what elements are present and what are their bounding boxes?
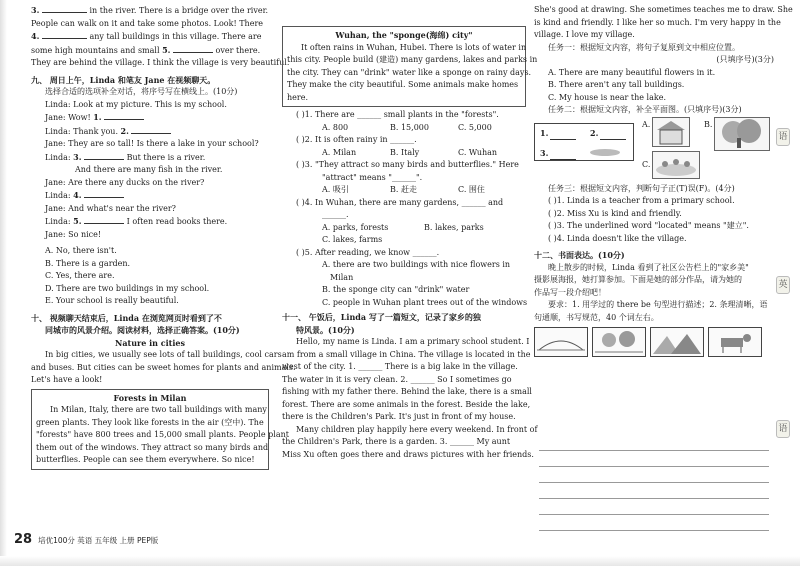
passage-line: am from a small village in China. The village is located in the [282,349,531,359]
question[interactable]: ( )4. In Wuhan, there are many gardens, ______ and [296,197,504,207]
dialogue-line: Jane: And what's near the river? [45,203,176,213]
photo-trees-icon [592,327,646,357]
text-line: They are behind the village. I think the village is very beautiful. [31,58,290,67]
passage-line: village. I love my village. [534,30,635,39]
section-11-heading: 十一、 午饭后，Linda 写了一篇短文，记录了家乡的独 [282,312,481,322]
writing-requirement: 要求：1. 用学过的 there be 句型进行描述；2. 条理清晰，语 [548,300,768,309]
dialogue-blank-1[interactable] [104,111,144,120]
passage-line: The water in it is very clean. 2. ______ So I sometimes go [282,374,512,384]
page-edge-shadow [0,0,7,566]
map-label-3: 3. [540,147,549,158]
option[interactable]: C. Wuhan [458,147,498,157]
map-label-1: 1. [540,127,549,138]
q5-num: 5. [162,44,171,55]
question[interactable]: ( )5. After reading, we know ______. [296,247,440,257]
lake-icon [590,149,620,156]
dialogue-line: And there are many fish in the river. [75,165,223,174]
task-1-note: (只填序号)(3分) [716,55,774,64]
passage-line: west of the city. 1. ______ There is a big lake in the village. [282,362,518,371]
picture-label-c: C. [642,159,651,169]
dialogue-blank-2[interactable] [131,125,171,134]
dialogue-line: Jane: So nice! [45,229,102,239]
writing-prompt-line: 晚上散步的时候，Linda 看到了社区公告栏上的"家乡美" [548,262,749,272]
passage-line: "forests" have 800 trees and 15,000 small plants. People plant [36,430,289,439]
dialogue-blank-3[interactable] [84,151,124,160]
options-row [296,222,526,235]
text-line: any tall buildings in this village. There are [89,32,262,41]
dialogue-line: Jane: They are so tall! Is there a lake in your school? [45,139,259,148]
dialogue-line: Linda: Thank you. [45,126,118,136]
section-9-heading: 九、 周日上午，Linda 和笔友 Jane 在视频聊天。 [31,74,216,85]
blank-num: 5. [73,216,82,226]
writing-line[interactable] [539,514,769,515]
blank-num: 2. [120,125,129,136]
text-line: in the river. There is a bridge over the river. [89,6,269,15]
question[interactable]: ( )2. It is often rainy in ______. [296,135,417,144]
task-2-heading: 任务二：根据短文内容，补全平面图。(只填序号)(3分) [548,105,742,114]
passage-line: fishing with my father there. Behind the lake, there is a small [282,387,532,396]
option[interactable]: A. Milan [322,147,357,157]
dialogue-line: But there is a river. [126,152,206,162]
writing-line[interactable] [539,466,769,467]
right-column [534,4,793,357]
question-cont: "attract" means "______". [322,172,423,182]
dialogue-options [31,245,269,308]
option[interactable]: C. 围住 [458,185,485,194]
option-cont: Milan [330,272,354,282]
passage-line: the Children's Park, there is a garden. 3. ______ My aunt [282,437,511,446]
option[interactable]: C. people in Wuhan plant trees out of the windows [322,297,528,307]
tf-item[interactable]: ( )4. Linda doesn't like the village. [548,233,687,243]
options-row [296,122,526,135]
map-blank-3[interactable] [550,151,576,160]
passage-line: them out of the windows. They attract so many birds and [36,442,269,452]
photo-strip [534,327,774,357]
dialogue-line: Jane: Are there any ducks on the river? [45,177,205,187]
section-10-heading: 十、 视频聊天结束后，Linda 在浏览网页时看到了不 [31,312,222,323]
page-footer [14,534,158,548]
blank-num: 4. [73,190,82,200]
writing-line[interactable] [539,482,769,483]
question-cont: ______. [322,210,349,219]
middle-column [282,4,538,461]
dialogue-line: Linda: [45,217,71,226]
passage-title: Wuhan, the "sponge(海绵) city" [335,30,473,40]
writing-line[interactable] [539,530,769,531]
passage-title: Forests in Milan [113,392,187,403]
task-1-option: C. My house is near the lake. [548,92,667,102]
option[interactable]: B. Italy [390,147,420,157]
passage-line: there is the Children's Park. It's just in front of my house. [282,412,516,421]
question[interactable]: ( )3. "They attract so many birds and butterflies." Here [296,160,519,169]
map-blank-2[interactable] [600,131,626,140]
writing-prompt-line: 作品写一段介绍吧！ [534,287,606,297]
photo-animals-icon [708,327,762,357]
blank-3[interactable] [42,4,87,13]
option[interactable]: A. there are two buildings with nice flowers in [322,260,511,269]
dialogue-blank-4[interactable] [84,189,124,198]
milan-box [31,389,289,470]
option[interactable]: B. 15,000 [390,122,429,132]
task-1-option: A. There are many beautiful flowers in it. [548,67,716,77]
section-12-heading: 十二、书面表达。(10分) [534,250,625,260]
map-blank-1[interactable] [550,131,576,140]
option-item: C. Yes, there are. [45,271,115,280]
passage-line: They make the city beautiful. Some animals make homes [287,80,519,89]
option[interactable]: A. 吸引 [322,185,349,194]
wuhan-box [282,26,538,107]
section-11-instructions: 特风景。(10分) [296,324,355,335]
writing-prompt-line: 摄影展海报，她打算参加。下面是她的部分作品，请为她的 [534,275,742,284]
passage-line: here. [287,92,308,102]
option-item: B. There is a garden. [45,258,131,268]
dialogue-blank-5[interactable] [84,215,124,224]
blank-num: 3. [73,151,82,162]
passage-line: Many children play happily here every weekend. In front of [296,424,538,434]
writing-line[interactable] [539,450,769,451]
option[interactable]: B. 赶走 [390,185,417,194]
map-label-2: 2. [590,127,599,138]
dialogue-line: Linda: Look at my picture. This is my school. [45,99,227,109]
option-item: D. There are two buildings in my school. [45,283,210,293]
passage-line: the city. They can "drink" water like a sponge on rainy days. [287,67,532,77]
text-line: over there. [215,45,261,55]
passage-line: In Milan, Italy, there are two tall buildings with many [50,405,267,414]
passage-title: Nature in cities [115,337,185,348]
map-diagram [534,117,774,183]
text-line: some high mountains and small [31,45,160,55]
question[interactable]: ( )1. There are ______ small plants in the "forests". [296,110,499,119]
page-number: 28 [14,532,33,547]
house-icon [652,117,690,147]
passage-line: Miss Xu often goes there and draws pictures with her friends. [282,449,534,459]
passage-line: Hello, my name is Linda. I am a primary school student. I [296,337,530,346]
section-10-instructions: 同城市的风景介绍。阅读材料，选择正确答案。(10分) [45,325,240,335]
question-list [282,109,526,309]
options-row [296,184,526,197]
dialogue-line: Linda: [45,152,71,162]
picture-label-b: B. [704,119,713,129]
footer-text: 培优100分 英语 五年级 上册 PEP版 [38,536,159,545]
option[interactable]: C. 5,000 [458,122,492,132]
side-tab: 语 [776,128,790,146]
dialogue-line: Jane: Wow! [45,113,91,122]
passage-line: Let's have a look! [31,375,103,384]
map-box [534,123,634,161]
option[interactable]: B. lakes, parks [424,222,484,232]
task-1-heading: 任务一：根据短文内容，将句子复原到文中相应位置。 [548,42,740,52]
passage-line: She's good at drawing. She sometimes teaches me to draw. She [534,5,793,14]
option[interactable]: B. the sponge city can "drink" water [322,285,470,294]
dialogue-line: I often read books there. [126,217,228,226]
option[interactable]: A. 800 [322,122,349,132]
option[interactable]: C. lakes, farms [322,235,383,244]
left-column [31,4,296,470]
side-tab: 语 [776,420,790,438]
page-bottom-shadow [0,556,800,566]
task-3-heading: 任务三：根据短文内容，判断句子正(T)误(F)。(4分) [548,183,735,193]
task-1-option: B. There aren't any tall buildings. [548,80,685,89]
side-tab: 英 [776,276,790,294]
q4-num: 4. [31,31,40,41]
option-item: E. Your school is really beautiful. [45,296,179,305]
passage-line: and buses. But cities can be sweet homes for plants and animals. [31,362,296,372]
blank-num: 1. [93,112,102,122]
photo-mountains-icon [650,327,704,357]
tf-item[interactable]: ( )1. Linda is a teacher from a primary school. [548,196,735,205]
passage-line: is kind and friendly. I like her so much. I'm very happy in the [534,17,781,27]
blank-5[interactable] [173,44,213,53]
tf-item[interactable]: ( )3. The underlined word "located" means "建立". [548,221,749,230]
passage-line: green plants. They look like forests in the air (空中). The [36,417,264,427]
writing-line[interactable] [539,498,769,499]
passage-line: In big cities, we usually see lots of tall buildings, cool cars [45,350,282,359]
garden-icon [652,151,700,179]
option[interactable]: A. parks, forests [322,222,389,232]
passage-line: this city. People build (建造) many gardens, lakes and parks in [287,55,538,64]
forest-icon [714,117,770,151]
tf-item[interactable]: ( )2. Miss Xu is kind and friendly. [548,208,682,218]
q3-num: 3. [31,5,40,15]
passage-line: It often rains in Wuhan, Hubei. There is lots of water in [301,42,527,52]
blank-4[interactable] [42,30,87,39]
writing-requirement: 句通顺，书写规范，40 个词左右。 [534,312,659,322]
text-line: People can walk on it and take some photos. Look! There [31,18,263,28]
option-item: A. No, there isn't. [45,246,117,255]
passage-line: forest. There are some animals in the forest. Beside the lake, [282,399,531,409]
section-9-instructions: 选择合适的选项补全对话，将序号写在横线上。(10分) [45,87,238,96]
passage-line: butterflies. People can see them everywhere. So nice! [36,455,255,464]
options-row [296,147,526,160]
picture-label-a: A. [642,119,651,129]
photo-bridge-icon [534,327,588,357]
dialogue-line: Linda: [45,191,71,200]
